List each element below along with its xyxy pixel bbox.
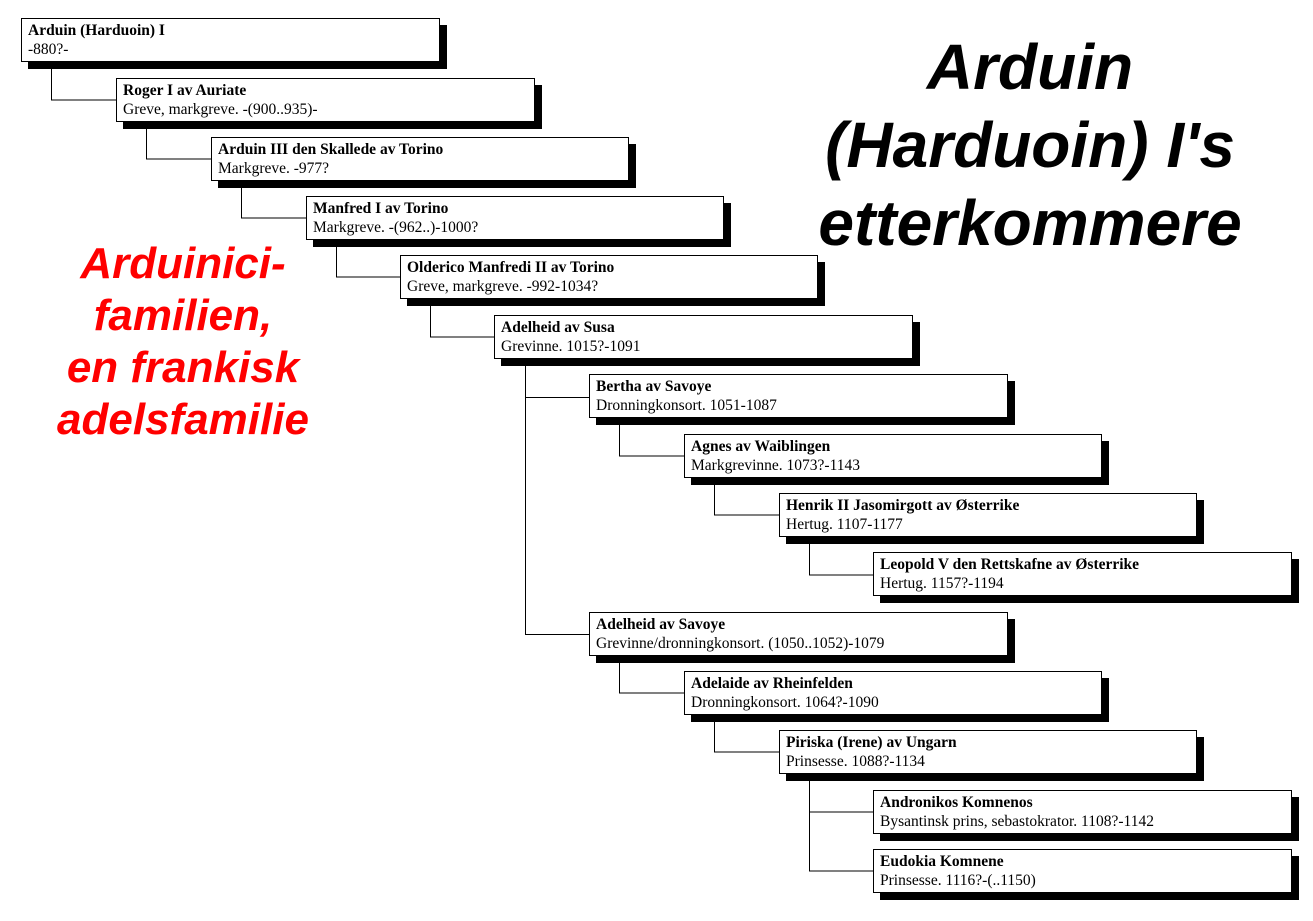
person-name: Andronikos Komnenos	[880, 794, 1033, 811]
subtitle-line-2: familien,	[93, 291, 273, 340]
person-info: Dronningkonsort. 1051-1087	[596, 397, 777, 414]
person-box-adelaide-av-rheinfelden	[684, 671, 1102, 715]
person-name: Manfred I av Torino	[313, 200, 449, 217]
person-box-bertha-av-savoye	[589, 374, 1008, 418]
diagram-title	[800, 28, 1260, 262]
person-info: Grevinne. 1015?-1091	[501, 338, 641, 355]
person-info: Greve, markgreve. -992-1034?	[407, 278, 599, 295]
person-name: Eudokia Komnene	[880, 853, 1004, 870]
person-info: Hertug. 1107-1177	[786, 516, 903, 533]
person-box-piriska-irene	[779, 730, 1197, 774]
person-box-leopold-v	[873, 552, 1292, 596]
title-line-3: etterkommere	[818, 187, 1242, 259]
person-name: Olderico Manfredi II av Torino	[407, 259, 615, 276]
person-name: Adelaide av Rheinfelden	[691, 675, 853, 692]
subtitle-line-3: en frankisk	[66, 343, 300, 392]
person-name: Leopold V den Rettskafne av Østerrike	[880, 556, 1140, 573]
person-info: Dronningkonsort. 1064?-1090	[691, 694, 879, 711]
person-info: Prinsesse. 1088?-1134	[786, 753, 925, 770]
person-name: Arduin III den Skallede av Torino	[218, 141, 444, 158]
subtitle-line-4: adelsfamilie	[57, 395, 309, 444]
person-info: -880?-	[28, 41, 69, 58]
person-box-manfred-i	[306, 196, 724, 240]
person-box-arduin-i	[21, 18, 440, 62]
person-info: Greve, markgreve. -(900..935)-	[123, 101, 318, 118]
person-name: Piriska (Irene) av Ungarn	[786, 734, 957, 751]
person-box-henrik-ii	[779, 493, 1197, 537]
person-name: Roger I av Auriate	[123, 82, 247, 99]
subtitle-line-1: Arduinici-	[80, 239, 286, 288]
person-box-agnes-av-waiblingen	[684, 434, 1102, 478]
person-name: Henrik II Jasomirgott av Østerrike	[786, 497, 1020, 514]
title-line-2: (Harduoin) I's	[825, 109, 1235, 181]
title-line-1: Arduin	[926, 31, 1134, 103]
person-name: Adelheid av Susa	[501, 319, 615, 336]
family-subtitle	[20, 238, 346, 446]
person-box-adelheid-av-susa	[494, 315, 913, 359]
person-info: Prinsesse. 1116?-(..1150)	[880, 872, 1036, 889]
person-info: Markgreve. -977?	[218, 160, 330, 177]
person-box-arduin-iii	[211, 137, 629, 181]
person-info: Bysantinsk prins, sebastokrator. 1108?-1142	[880, 813, 1154, 830]
person-name: Bertha av Savoye	[596, 378, 712, 395]
person-info: Grevinne/dronningkonsort. (1050..1052)-1079	[596, 635, 885, 652]
person-info: Markgrevinne. 1073?-1143	[691, 457, 861, 474]
person-box-adelheid-av-savoye	[589, 612, 1008, 656]
person-box-andronikos-komnenos	[873, 790, 1292, 834]
person-box-olderico-manfredi-ii	[400, 255, 818, 299]
person-info: Markgreve. -(962..)-1000?	[313, 219, 479, 236]
person-name: Arduin (Harduoin) I	[28, 22, 165, 39]
person-name: Agnes av Waiblingen	[691, 438, 831, 455]
person-box-eudokia-komnene	[873, 849, 1292, 893]
person-name: Adelheid av Savoye	[596, 616, 726, 633]
person-box-roger-i	[116, 78, 535, 122]
person-info: Hertug. 1157?-1194	[880, 575, 1004, 592]
